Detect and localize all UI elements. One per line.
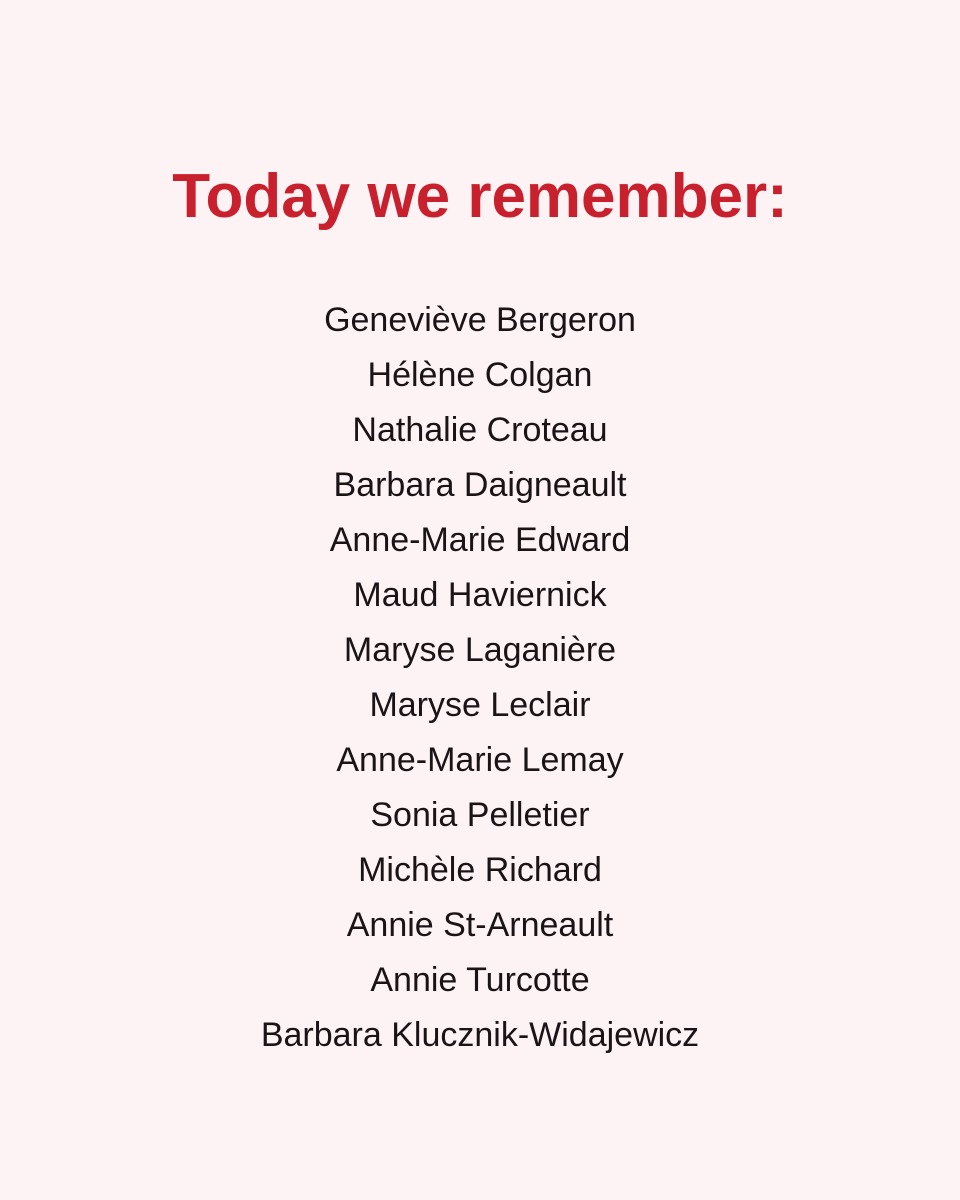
page-title: Today we remember:: [172, 162, 788, 231]
name-item: Barbara Klucznik-Widajewicz: [260, 1016, 700, 1054]
name-item: Annie St-Arneault: [346, 906, 614, 944]
name-item: Annie Turcotte: [370, 961, 590, 999]
name-item: Maryse Leclair: [369, 686, 591, 724]
names-list: [0, 293, 960, 1063]
name-item: Hélène Colgan: [367, 356, 593, 394]
name-item: Anne-Marie Lemay: [336, 741, 624, 779]
name-item: Sonia Pelletier: [370, 796, 590, 834]
name-item: Barbara Daigneault: [333, 466, 627, 504]
name-item: Geneviève Bergeron: [324, 301, 636, 339]
name-item: Maud Haviernick: [353, 576, 607, 614]
name-item: Michèle Richard: [358, 851, 602, 889]
name-item: Nathalie Croteau: [352, 411, 608, 449]
name-item: Maryse Laganière: [343, 631, 617, 669]
name-item: Anne-Marie Edward: [329, 521, 631, 559]
